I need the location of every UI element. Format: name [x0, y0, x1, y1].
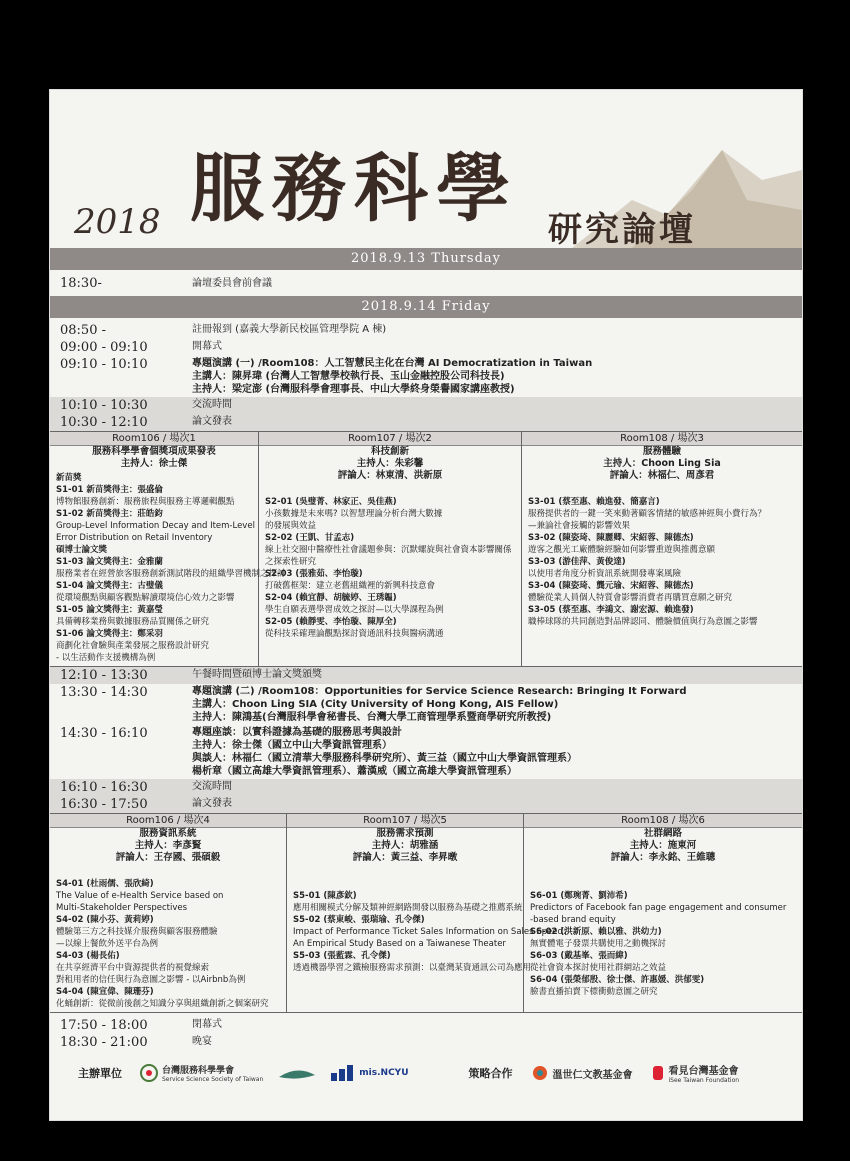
paper-line: S1-04 論文獎得主：古璧儀 [56, 581, 163, 591]
schedule-row [50, 414, 802, 431]
paper-line [56, 866, 280, 878]
session-host: 主持人：Choon Ling Sia [603, 458, 721, 469]
paper-line: 具備轉移業務與數據服務品質關係之研究 [56, 617, 210, 627]
paper-line: 從環境觀點與顧客觀點解讀環境信心效力之影響 [56, 593, 235, 603]
paper-line: —以線上餐飲外送平台為例 [56, 939, 159, 949]
afternoon-schedule [50, 667, 802, 813]
paper-line: 服務業者在經營旅客服務創新測試階段的組織學習機制之探討 [56, 569, 286, 579]
paper-line: 透過機器學習之鐵檢服務需求預測：以臺灣某資通訊公司為應用 [293, 963, 532, 973]
room-header: Room107 / 場次2 [259, 432, 521, 446]
paper-line: S3-02 (陳姿琦、陳麗卿、宋紹蓉、陳德杰) [528, 533, 694, 543]
session-title: 服務資訊系統 [139, 828, 197, 839]
foundation-icon [531, 1064, 549, 1082]
sssot-emblem-icon [140, 1064, 158, 1082]
event-description [192, 726, 792, 778]
room-header: Room106 / 場次1 [50, 432, 258, 446]
event-description [192, 1035, 792, 1048]
event-line: 專題演講 (一) /Room108：人工智慧民主化在台灣 AI Democratization in Taiwan [192, 358, 593, 369]
session-title: 社群網路 [643, 828, 682, 839]
paper-line: 之探索性研究 [265, 557, 317, 567]
paper-line: S2-04 (賴宜靜、胡毓婷、王琇韞) [265, 593, 397, 603]
event-line: 專題演講 (二) /Room108：Opportunities for Service Science Research: Bringing It Forward [192, 686, 687, 697]
event-line: 閉幕式 [192, 1019, 222, 1030]
time-label: 08:50 - [60, 323, 106, 338]
event-line: 專題座談：以實科證據為基礎的服務思考與設計 [192, 727, 402, 738]
paper-line: S4-03 (楊長佑) [56, 951, 120, 961]
session-reviewer: 評論人：林福仁、周彥君 [609, 470, 715, 481]
paper-line: 遊客之觀光工廠體驗經驗如何影響重遊與推薦意願 [528, 545, 716, 555]
program-poster [50, 90, 802, 1120]
session-column [524, 814, 802, 1012]
schedule-row [50, 1034, 802, 1051]
time-label: 16:30 - 17:50 [60, 797, 148, 812]
event-line: 晚宴 [192, 1036, 212, 1047]
session-grid-1 [50, 431, 802, 667]
session-papers [287, 864, 566, 976]
session-host: 主持人：徐士傑 [120, 458, 188, 469]
closing-schedule [50, 1013, 802, 1051]
schedule-row [50, 779, 802, 796]
schedule-row [50, 684, 802, 725]
session-host: 主持人：李彥賢 [134, 840, 202, 851]
time-label: 18:30 - 21:00 [60, 1035, 148, 1050]
session-papers [50, 864, 286, 1012]
year-label: 2018 [74, 202, 161, 242]
poster-footer [50, 1062, 802, 1084]
paper-line: S2-03 (張雅茹、李怡璇) [265, 569, 363, 579]
session-title: 服務體驗 [642, 446, 681, 457]
paper-line: S2-02 (王凱、甘孟志) [265, 533, 355, 543]
paper-line: 商劃化社會驗與產業發展之服務設計研究 [56, 641, 210, 651]
poster-header [50, 90, 802, 248]
session-host: 主持人：胡雅涵 [371, 840, 439, 851]
date-band-day1: 2018.9.13 Thursday [50, 248, 802, 270]
paper-line: 的發展與效益 [265, 521, 317, 531]
event-line: 主持人：徐士傑（國立中山大學資訊管理系） [192, 740, 392, 751]
leaf-logo-icon [277, 1065, 317, 1081]
schedule-row [50, 322, 802, 339]
paper-line: 小孩數據是未來嗎? 以智慧理論分析台灣大數據 [265, 509, 443, 519]
date-band-day2: 2018.9.14 Friday [50, 296, 802, 318]
paper-line [530, 866, 796, 878]
paper-line: Multi-Stakeholder Perspectives [56, 903, 188, 913]
paper-line: 應用相關模式分解及類神經網路開發以服務為基礎之推薦系統 [293, 903, 523, 913]
session-column [287, 814, 566, 1012]
paper-line: Predictors of Facebook fan page engagement and consumer [530, 903, 787, 913]
event-line: 主持人：梁定澎 (台灣服科學會理事長、中山大學終身榮譽國家講座教授) [192, 384, 515, 395]
paper-line: S6-03 (戴基峯、張而緯) [530, 951, 628, 961]
paper-line: S3-03 (游佳萍、黃俊達) [528, 557, 626, 567]
schedule-row [50, 397, 802, 414]
room-header: Room108 / 場次3 [522, 432, 802, 446]
paper-line: S6-04 (張榮郁殷、徐士傑、許惠媛、洪郁雯) [530, 975, 705, 985]
time-label: 12:10 - 13:30 [60, 668, 148, 683]
event-description [192, 780, 792, 793]
paper-line: -based brand equity [530, 915, 616, 925]
paper-line: —兼論社會接觸的影響效果 [528, 521, 631, 531]
event-line: 午餐時間暨碩博士論文獎頒獎 [192, 669, 322, 680]
session-column [50, 814, 287, 1012]
paper-line: 線上社交圈中醫療性社會議題參與：沉默螺旋與社會資本影響關係 [265, 545, 512, 555]
sssot-logo: 台灣服務科學學會 Service Science Society of Taiwan [140, 1063, 263, 1083]
paper-line: S6-02 (洪新原、賴以雅、洪幼力) [530, 927, 662, 937]
session-column [259, 432, 522, 666]
session-reviewer: 評論人：李永銘、王維聰 [610, 852, 716, 863]
paper-line: 體驗從業人員個人特質會影響消費者再購買意願之研究 [528, 593, 733, 603]
paper-line: 以使用者角度分析資訊系統開發專案風險 [528, 569, 682, 579]
session-column [522, 432, 802, 666]
paper-line: 無實體電子發票共購使用之動機探討 [530, 939, 667, 949]
time-label: 09:10 - 10:10 [60, 357, 148, 372]
time-label: 13:30 - 14:30 [60, 685, 148, 700]
paper-line: S3-01 (蔡至惠、賴進發、簡嘉言) [528, 497, 660, 507]
paper-line [528, 484, 796, 496]
paper-line: 臉書直播拍賣下標衝動意圖之研究 [530, 987, 658, 997]
session-title: 服務科學學會個獎項成果發表 [92, 446, 216, 457]
session-reviewer: 評論人：林東清、洪新原 [337, 470, 443, 481]
paper-line: S2-01 (吳璧菁、林家正、吳佳燕) [265, 497, 397, 507]
session-papers [522, 482, 802, 630]
time-label: 17:50 - 18:00 [60, 1018, 148, 1033]
paper-line: Group-Level Information Decay and Item-Level [56, 521, 255, 531]
paper-line: 對租用者的信任與行為意圖之影響 - 以Airbnb為例 [56, 975, 246, 985]
paper-line: 化蛹創新：從微前後創之知識分享與組織創新之個案研究 [56, 999, 269, 1009]
event-line: 主講人：陳昇瑋 (台灣人工智慧學校執行長、玉山金融控股公司科技長) [192, 371, 505, 382]
paper-line: Error Distribution on Retail Inventory [56, 533, 213, 543]
paper-line: The Value of e-Health Service based on [56, 891, 224, 901]
schedule-row [50, 339, 802, 356]
paper-line: S1-01 新苗獎得主：張盛倫 [56, 485, 163, 495]
event-line: 註冊報到 (嘉義大學新民校區管理學院 A 棟) [192, 324, 387, 335]
paper-line: S6-01 (鄭琬菁、劉沛希) [530, 891, 628, 901]
paper-line: 打破舊框架：建立老舊組織裡的新興科技意會 [265, 581, 436, 591]
session-papers [259, 482, 521, 642]
event-line: 交流時間 [192, 399, 232, 410]
event-line: 論文發表 [192, 416, 232, 427]
paper-line: 體驗第三方之科技媒介服務與顧客服務體驗 [56, 927, 218, 937]
event-description [192, 685, 792, 724]
event-line: 論文發表 [192, 798, 232, 809]
schedule-row [50, 796, 802, 813]
event-description [192, 398, 792, 411]
paper-line: Impact of Performance Ticket Sales Information on Sales Speed: [293, 927, 566, 937]
event-description [192, 357, 792, 396]
paper-line [530, 878, 796, 890]
paper-line: 服務提供者的一鍵一笑來動著顧客情緒的敏感神經與小費行為？ [528, 509, 767, 519]
session-papers [524, 864, 802, 1000]
session-grid-2 [50, 813, 802, 1013]
room-header: Room106 / 場次4 [50, 814, 286, 828]
schedule-row [50, 725, 802, 779]
isee-taiwan-logo: 看見台灣基金會 iSee Taiwan Foundation [651, 1062, 740, 1084]
event-description [192, 415, 792, 428]
room-header: Room107 / 場次5 [287, 814, 523, 828]
paper-line: S4-04 (陳宣偉、陳珊芬) [56, 987, 154, 997]
event-description: 論壇委員會前會議 [192, 277, 272, 289]
session-host: 主持人：朱彩馨 [356, 458, 424, 469]
paper-line: 博物館服務創新：服務旅程與服務主導邏輯觀點 [56, 497, 235, 507]
paper-line: S5-01 (陳彥欽) [293, 891, 357, 901]
schedule-row [50, 356, 802, 397]
paper-line: An Empirical Study Based on a Taiwanese Theater [293, 939, 506, 949]
paper-line: S3-05 (蔡至惠、李鴻文、謝宏源、賴進發) [528, 605, 694, 615]
paper-line: S4-01 (杜雨儒、張欣綺) [56, 879, 154, 889]
morning-schedule [50, 318, 802, 431]
paper-line: 學生自願表選學習成效之探討—以大學課程為例 [265, 605, 444, 615]
time-label: 14:30 - 16:10 [60, 726, 148, 741]
paper-line: 職棒球隊的共同創造對品牌認同、體驗價值與行為意圖之影響 [528, 617, 758, 627]
paper-line: S4-02 (陳小芬、黃莉婷) [56, 915, 154, 925]
organizer-label: 主辦單位 [78, 1067, 122, 1080]
mis-ncyu-logo: mis.NCYU [331, 1065, 408, 1081]
paper-line: S1-02 新苗獎得主：莊皓鈞 [56, 509, 163, 519]
event-line: 主持人：陳鴻基(台灣服科學會秘書長、台灣大學工商管理學系暨商學研究所教授) [192, 712, 552, 723]
paper-line: S5-02 (蔡東峻、張瑞瑜、孔令傑) [293, 915, 425, 925]
schedule-row [50, 1017, 802, 1034]
event-description [192, 323, 792, 336]
time-label: 18:30- [60, 275, 102, 291]
shihren-foundation-logo: 溫世仁文教基金會 [531, 1064, 633, 1082]
paper-line: 從科技采確理論觀點探討資通訊科技與醫病溝通 [265, 629, 444, 639]
event-description [192, 797, 792, 810]
event-line: 與談人：林福仁（國立清華大學服務科學研究所）、黃三益（國立中山大學資訊管理系） [192, 753, 577, 764]
page-title: 服務科學 [190, 146, 518, 232]
event-line: 交流時間 [192, 781, 232, 792]
paper-line: - 以生活動作支援機構為例 [56, 653, 156, 663]
time-label: 10:10 - 10:30 [60, 398, 148, 413]
session-title: 科技創新 [370, 446, 409, 457]
event-description [192, 668, 792, 681]
session-reviewer: 評論人：黃三益、李昇暾 [352, 852, 458, 863]
event-description [192, 340, 792, 353]
isee-icon [651, 1064, 665, 1082]
partner-label: 策略合作 [468, 1067, 513, 1080]
session-title: 服務需求預測 [376, 828, 434, 839]
paper-line [293, 866, 517, 878]
event-description [192, 1018, 792, 1031]
paper-line: S5-03 (張藍霖、孔令傑) [293, 951, 391, 961]
schedule-row [50, 667, 802, 684]
partner-emblem [277, 1065, 317, 1081]
paper-line: 碩博士論文獎 [56, 545, 108, 555]
event-line: 楊析章（國立高雄大學資訊管理系）、蕭漢威（國立高雄大學資訊管理系） [192, 766, 517, 777]
paper-line: 從社會資本探討使用社群網站之效益 [530, 963, 667, 973]
paper-line [293, 878, 517, 890]
session-column [50, 432, 286, 666]
paper-line: S1-06 論文獎得主：鄭采羽 [56, 629, 163, 639]
mis-ncyu-icon [331, 1065, 355, 1081]
paper-line: 在共享經濟平台中資源提供者的視覺線索 [56, 963, 210, 973]
page-subtitle: 研究論壇 [548, 210, 696, 250]
event-line: 主講人：Choon Ling SIA (City University of Hong Kong, AIS Fellow) [192, 699, 559, 710]
paper-line: S1-05 論文獎得主：黃嘉瑩 [56, 605, 163, 615]
event-line: 開幕式 [192, 341, 222, 352]
time-label: 10:30 - 12:10 [60, 415, 148, 430]
session-papers [50, 470, 286, 666]
time-label: 09:00 - 09:10 [60, 340, 148, 355]
session-host: 主持人：施東河 [629, 840, 697, 851]
session-reviewer: 評論人：王存國、張碩毅 [115, 852, 221, 863]
paper-line: S1-03 論文獎得主：金雅蘭 [56, 557, 163, 567]
paper-line: S3-04 (陳姿琦、龔元瑜、宋紹蓉、陳德杰) [528, 581, 694, 591]
paper-line: S2-05 (賴靜雯、李怡璇、陳厚全) [265, 617, 397, 627]
room-header: Room108 / 場次6 [524, 814, 802, 828]
schedule-row [50, 270, 802, 296]
time-label: 16:10 - 16:30 [60, 780, 148, 795]
paper-line: 新苗獎 [56, 473, 82, 483]
paper-line [265, 484, 515, 496]
